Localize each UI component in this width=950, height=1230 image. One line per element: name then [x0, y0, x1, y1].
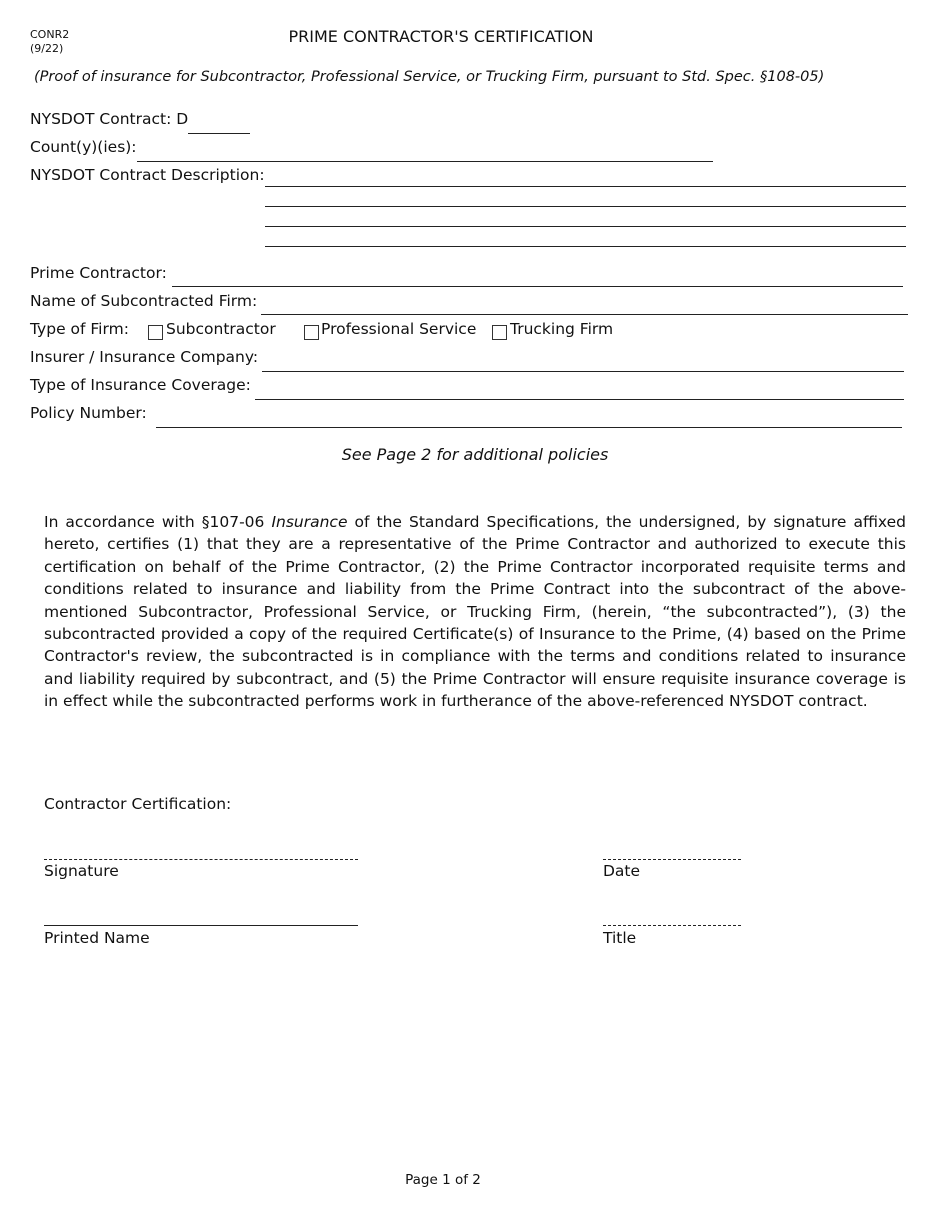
contract-number-field[interactable] [188, 133, 250, 134]
date-field[interactable] [603, 859, 741, 860]
contract-description-line-4[interactable] [265, 246, 906, 247]
subcontractor-checkbox[interactable] [148, 325, 163, 340]
contract-description-label: NYSDOT Contract Description: [30, 166, 265, 184]
policy-number-field[interactable] [156, 427, 902, 428]
certification-body: of the Standard Specifications, the undersigned, by signature affixed hereto, certifies (1) that they are a representative of the Prime Contractor and authorized to execute this certification on behalf of the Prime Contractor, (2) the Prime Contractor incorporated requisite terms and conditions related to insurance and liability from the Prime Contract into the subcontract of the above-mentioned Subcontractor, Professional Service, or Trucking Firm, (herein, “the subcontracted”), (3) the subcontracted provided a copy of the required Certificate(s) of Insurance to the Prime, (4) based on the Prime Contractor's review, the subcontracted is in compliance with the terms and conditions related to insurance and liability required by subcontract, and (5) the Prime Contractor will ensure requisite insurance coverage is in effect while the subcontracted performs work in furtherance of the above-referenced NYSDOT contract. [44, 513, 907, 711]
trucking-firm-option-label: Trucking Firm [510, 320, 614, 338]
contract-description-line-2[interactable] [265, 206, 906, 207]
title-label: Title [603, 929, 637, 947]
policy-number-label: Policy Number: [30, 404, 147, 422]
contract-description-line-1[interactable] [265, 186, 906, 187]
subcontracted-firm-label: Name of Subcontracted Firm: [30, 292, 258, 310]
contract-description-line-3[interactable] [265, 226, 906, 227]
page-title: PRIME CONTRACTOR'S CERTIFICATION [288, 27, 594, 46]
prime-contractor-field[interactable] [172, 286, 903, 287]
signature-field[interactable] [44, 859, 358, 860]
contract-number-label: NYSDOT Contract: D [30, 110, 189, 128]
contractor-certification-heading: Contractor Certification: [44, 795, 232, 813]
professional-service-option-label: Professional Service [321, 320, 477, 338]
signature-label: Signature [44, 862, 119, 880]
firm-type-label: Type of Firm: [30, 320, 129, 338]
page-number: Page 1 of 2 [405, 1172, 481, 1188]
insurer-label: Insurer / Insurance Company: [30, 348, 259, 366]
form-revision: (9/22) [30, 42, 64, 55]
counties-label: Count(y)(ies): [30, 138, 137, 156]
page-subtitle: (Proof of insurance for Subcontractor, Professional Service, or Trucking Firm, pursuant to Std. Spec. §108-05) [34, 69, 825, 85]
see-page-note: See Page 2 for additional policies [341, 445, 609, 464]
trucking-firm-checkbox[interactable] [492, 325, 507, 340]
date-label: Date [603, 862, 641, 880]
printed-name-field[interactable] [44, 925, 358, 926]
printed-name-label: Printed Name [44, 929, 150, 947]
certification-insurance-word: Insurance [271, 513, 348, 531]
form-code: CONR2 [30, 28, 70, 41]
title-field[interactable] [603, 925, 741, 926]
certification-intro: In accordance with §107-06 [44, 513, 272, 531]
subcontracted-firm-field[interactable] [261, 314, 908, 315]
counties-field[interactable] [137, 161, 713, 162]
prime-contractor-label: Prime Contractor: [30, 264, 167, 282]
professional-service-checkbox[interactable] [304, 325, 319, 340]
coverage-type-field[interactable] [255, 399, 904, 400]
certification-paragraph [44, 511, 906, 713]
insurer-field[interactable] [262, 371, 904, 372]
subcontractor-option-label: Subcontractor [166, 320, 276, 338]
coverage-type-label: Type of Insurance Coverage: [30, 376, 251, 394]
